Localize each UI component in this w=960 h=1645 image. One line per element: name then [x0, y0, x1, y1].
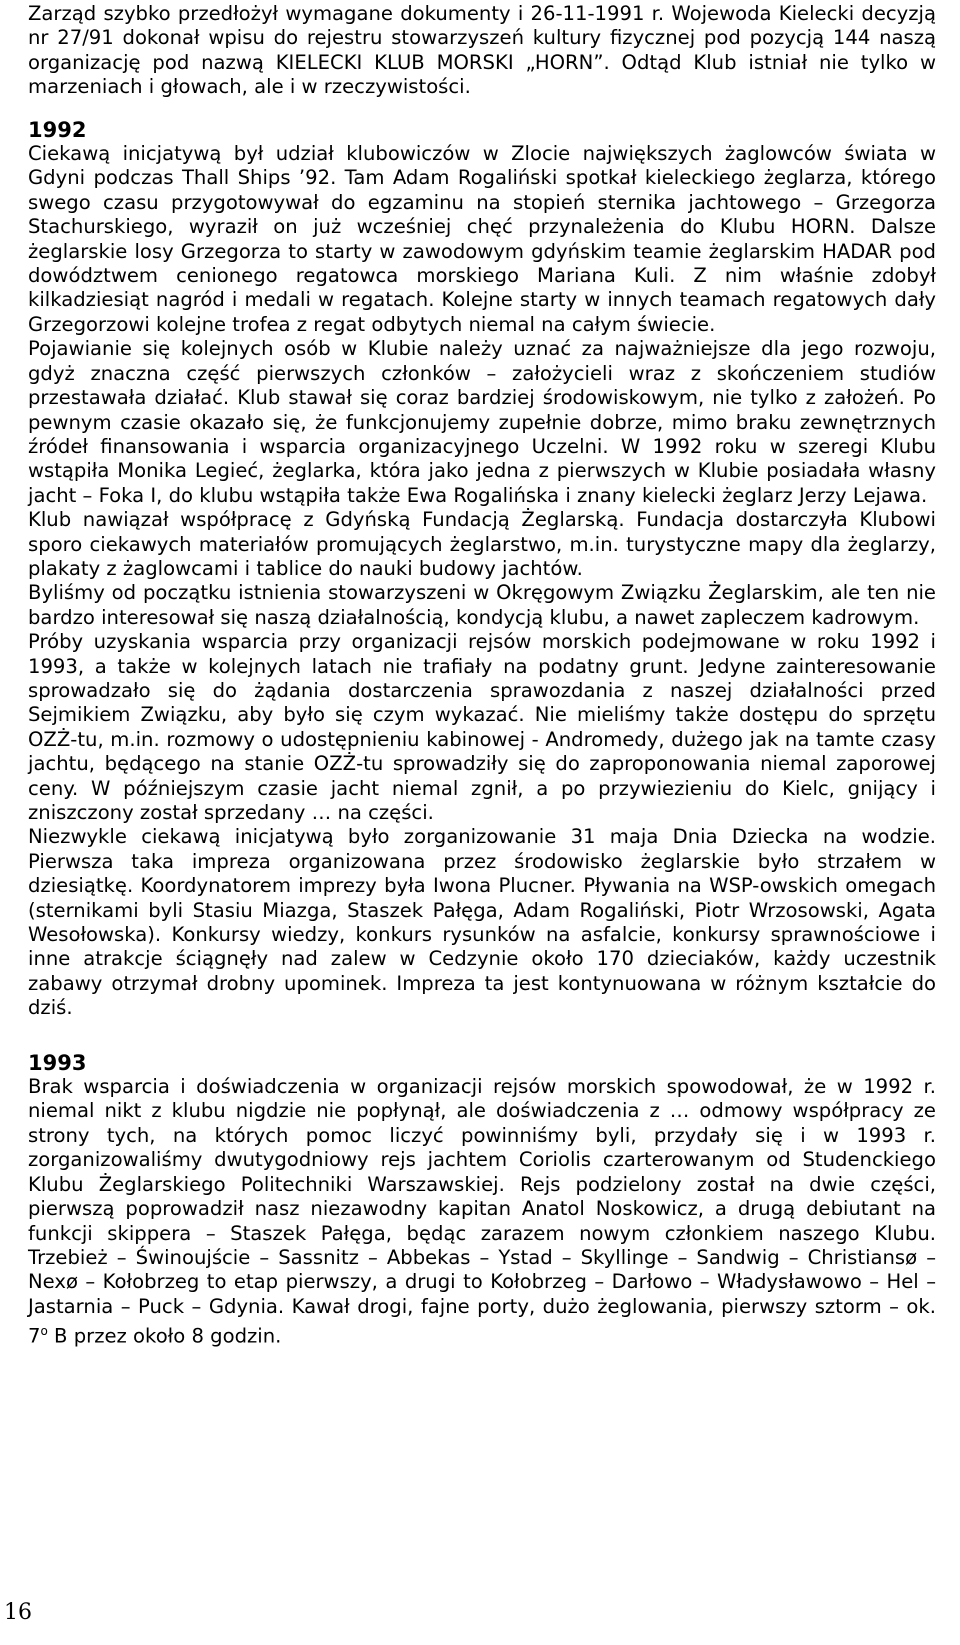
- paragraph-tail: B przez około 8 godzin.: [47, 1324, 282, 1348]
- paragraph: Klub nawiązał współpracę z Gdyńską Fundacją Żeglarską. Fundacja dostarczyła Klubowi sporo ciekawych materiałów promujących żeglarstwo, m.in. turystyczne mapy dla żeglarzy, plakaty z żaglowcami i tablice do nauki budowy jachtów.: [28, 508, 936, 580]
- spacer: [28, 100, 936, 118]
- paragraph: Ciekawą inicjatywą był udział klubowiczów w Zlocie największych żaglowców świata w Gdyni podczas Thall Ships ’92. Tam Adam Rogaliński spotkał kieleckiego żeglarza, którego swego czasu przygotowywał do egzaminu na stopień sternika jachtowego – Grzegorza Stachurskiego, wyraził on już wcześniej chęć przynależenia do Klubu HORN. Dalsze żeglarskie losy Grzegorza to starty w zawodowym gdyńskim teamie żeglarskim HADAR pod dowództwem cenionego regatowca morskiego Mariana Kuli. Z nim właśnie zdobył kilkadziesiąt nagród i medali w regatach. Kolejne starty w innych teamach regatowych dały Grzegorzowi kolejne trofea z regat odbytych niemal na całym świecie.: [28, 142, 936, 336]
- paragraph: Niezwykle ciekawą inicjatywą było zorganizowanie 31 maja Dnia Dziecka na wodzie. Pierwsza taka impreza organizowana przez środowisko żeglarskie było strzałem w dziesiątkę. Koordynatorem imprezy była Iwona Plucner. Pływania na WSP-owskich omegach (sternikami byli Stasiu Miazga, Staszek Pałęga, Adam Rogaliński, Piotr Wrzosowski, Agata Wesołowska). Konkursy wiedzy, konkurs rysunków na asfalcie, konkursy sprawnościowe i inne atrakcje ściągnęły nad zalew w Cedzynie około 170 dzieciaków, każdy uczestnik zabawy otrzymał drobny upominek. Impreza ta jest kontynuowana w różnym kształcie do dziś.: [28, 825, 936, 1020]
- paragraph: Próby uzyskania wsparcia przy organizacji rejsów morskich podejmowane w roku 1992 i 1993, a także w kolejnych latach nie trafiały na podatny grunt. Jedyne zainteresowanie sprowadzało się do żądania dostarczenia sprawozdania z naszej działalności przed Sejmikiem Związku, aby było się czym wykazać. Nie mieliśmy także dostępu do sprzętu OZŻ-tu, m.in. rozmowy o udostępnieniu kabinowej - Andromedy, dużego jak na tamte czasy jachtu, będącego na stanie OZŻ-tu sprowadziły się do zaproponowania niemal zaporowej ceny. W późniejszym czasie jacht niemal zgnił, a po przywiezieniu do Kielc, gnijący i zniszczony został sprzedany … na części.: [28, 630, 936, 824]
- section-heading-1993: 1993: [28, 1050, 87, 1075]
- spacer: [28, 1021, 936, 1051]
- paragraph: [28, 1075, 936, 1349]
- document-body: [28, 2, 936, 1349]
- paragraph: Pojawianie się kolejnych osób w Klubie należy uznać za najważniejsze dla jego rozwoju, gdyż znaczna część pierwszych członków – założycieli wraz z skończeniem studiów przestawała działać. Klub stawał się coraz bardziej środowiskowym, nie tylko z założeń. Po pewnym czasie okazało się, że funkcjonujemy zupełnie dobrze, mimo braku zewnętrznych źródeł finansowania i wsparcia organizacyjnego Uczelni. W 1992 roku w szeregi Klubu wstąpiła Monika Legieć, żeglarka, która jako jedna z pierwszych w Klubie posiadała własny jacht – Foka I, do klubu wstąpiła także Ewa Rogalińska i znany kielecki żeglarz Jerzy Lejawa.: [28, 337, 936, 507]
- paragraph-text: Brak wsparcia i doświadczenia w organizacji rejsów morskich spowodował, że w 1992 r. niemal nikt z klubu nigdzie nie popłynął, ale doświadczenia z … odmowy współpracy ze strony tych, na których pomoc liczyć powinniśmy byli, przydały się i w 1993 r. zorganizowaliśmy dwutygodniowy rejs jachtem Coriolis czarterowanym od Studenckiego Klubu Żeglarskiego Politechniki Warszawskiej. Rejs podzielony został na dwie części, pierwszą poprowadził nasz niezawodny kapitan Anatol Noskowicz, a drugą debiutant na funkcji skippera – Staszek Pałęga, będąc zarazem nowym członkiem naszego Klubu. Trzebież – Świnoujście – Sassnitz – Abbekas – Ystad – Skyllinge – Sandwig – Christiansø – Nexø – Kołobrzeg to etap pierwszy, a drugi to Kołobrzeg – Darłowo – Władysławowo – Hel – Jastarnia – Puck – Gdynia. Kawał drogi, fajne porty, dużo żeglowania, pierwszy sztorm – ok. 7: [28, 1075, 936, 1348]
- degree-superscript: o: [40, 1324, 48, 1339]
- intro-paragraph: Zarząd szybko przedłożył wymagane dokumenty i 26-11-1991 r. Wojewoda Kielecki decyzją nr 27/91 dokonał wpisu do rejestru stowarzyszeń kultury fizycznej pod pozycją 144 naszą organizację pod nazwą KIELECKI KLUB MORSKI „HORN”. Odtąd Klub istniał nie tylko w marzeniach i głowach, ale i w rzeczywistości.: [28, 2, 936, 99]
- paragraph: Byliśmy od początku istnienia stowarzyszeni w Okręgowym Związku Żeglarskim, ale ten nie bardzo interesował się naszą działalnością, kondycją klubu, a nawet zapleczem kadrowym.: [28, 581, 936, 629]
- page-number: 16: [4, 1600, 32, 1625]
- section-heading-1992: 1992: [28, 117, 87, 142]
